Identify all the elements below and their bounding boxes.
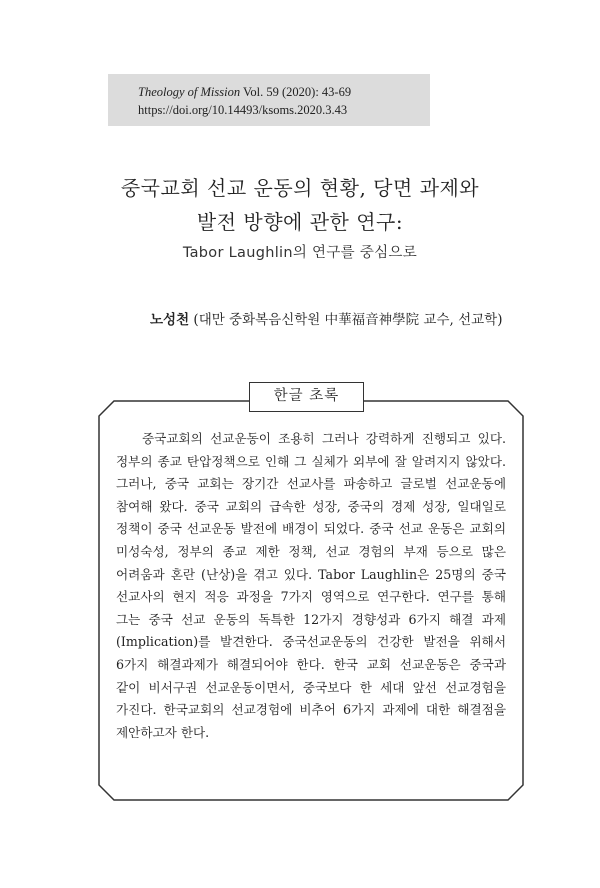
abstract-line: 그러나, 중국 교회는 장기간 선교사를 파송하고 글로벌 선교운동에 xyxy=(116,476,506,492)
paper-title-line-2: 발전 방향에 관한 연구: xyxy=(196,210,404,234)
abstract-line: 참여해 왔다. 중국 교회의 급속한 성장, 중국의 경제 성장, 일대일로 xyxy=(116,498,506,514)
abstract-line: 같이 비서구권 선교운동이면서, 중국보다 한 세대 앞선 선교경험을 xyxy=(116,679,506,695)
journal-volume-line xyxy=(138,83,430,101)
author-line xyxy=(150,308,503,328)
abstract-line: 중국교회의 선교운동이 조용히 그러나 강력하게 진행되고 있다. xyxy=(142,431,506,446)
abstract-line: 선교사의 현지 적응 과정을 7가지 영역으로 연구한다. 연구를 통해 xyxy=(116,589,506,605)
journal-name: Theology of Mission xyxy=(138,85,241,99)
abstract-line: 6가지 해결과제가 해결되어야 한다. 한국 교회 선교운동은 중국과 xyxy=(116,656,506,672)
paper-title-line-1: 중국교회 선교 운동의 현황, 당면 과제와 xyxy=(120,176,480,200)
journal-doi: https://doi.org/10.14493/ksoms.2020.3.43 xyxy=(138,103,348,117)
journal-citation-box xyxy=(108,74,430,126)
abstract-body xyxy=(116,428,506,744)
journal-volume: Vol. 59 (2020): 43-69 xyxy=(243,85,352,99)
author-name: 노성천 xyxy=(150,312,190,328)
abstract-line: 어려움과 혼란 (난상)을 겪고 있다. Tabor Laughlin은 25명의 중국 xyxy=(116,566,506,582)
author-affiliation: (대만 중화복음신학원 中華福音神學院 교수, 선교학) xyxy=(193,312,503,328)
abstract-line: 정책이 중국 선교운동 발전에 배경이 되었다. 중국 선교 운동은 교회의 xyxy=(116,521,506,537)
abstract-line: (Implication)를 발견한다. 중국선교운동의 건강한 발전을 위해서 xyxy=(116,634,506,650)
abstract-line: 가진다. 한국교회의 선교경험에 비추어 6가지 과제에 대한 해결점을 xyxy=(116,702,506,718)
abstract-line: 그는 중국 선교 운동의 독특한 12가지 경향성과 6가지 해결 과제 xyxy=(116,611,506,627)
abstract-line: 정부의 종교 탄압정책으로 인해 그 실체가 외부에 잘 알려지지 않았다. xyxy=(116,453,506,469)
abstract-label: 한글 초록 xyxy=(249,382,364,412)
abstract-line: 제안하고자 한다. xyxy=(116,724,210,740)
paper-subtitle: Tabor Laughlin의 연구를 중심으로 xyxy=(182,245,418,261)
abstract-line: 미성숙성, 정부의 종교 제한 정책, 선교 경험의 부재 등으로 많은 xyxy=(116,543,506,559)
